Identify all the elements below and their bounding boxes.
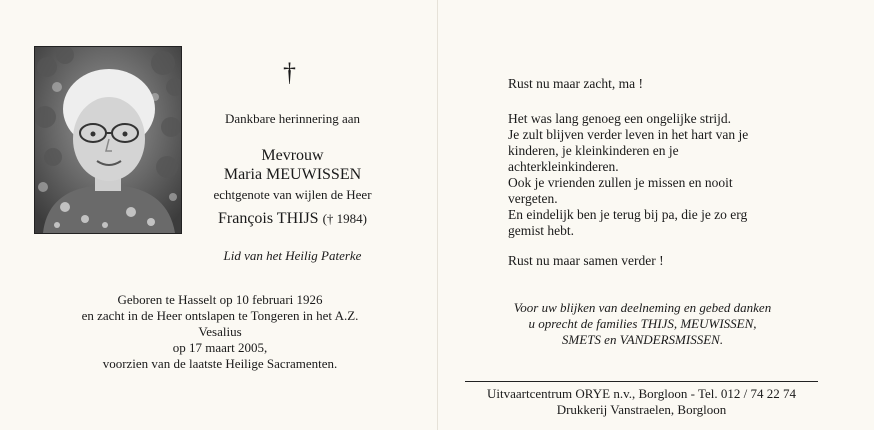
cross-symbol: † bbox=[283, 58, 296, 87]
poem-line: En eindelijk ben je terug bij pa, die je zo erg bbox=[508, 207, 748, 222]
thanks-line: u oprecht de families THIJS, MEUWISSEN, bbox=[528, 316, 757, 331]
bio-line: voorzien van de laatste Heilige Sacramenten. bbox=[102, 356, 338, 371]
portrait-illustration bbox=[35, 47, 181, 233]
spouse-relation: echtgenote van wijlen de Heer bbox=[213, 187, 372, 202]
footer-divider bbox=[465, 381, 818, 382]
poem-line: achterkleinkinderen. bbox=[508, 159, 619, 174]
thanks-line: Voor uw blijken van deelneming en gebed danken bbox=[513, 300, 772, 315]
poem-line: vergeten. bbox=[508, 191, 558, 206]
poem-line: Je zult blijven verder leven in het hart van je bbox=[508, 127, 749, 142]
portrait-photo bbox=[34, 46, 182, 234]
spouse-line bbox=[180, 210, 405, 228]
spouse-name: François THIJS bbox=[217, 210, 319, 227]
poem-line: kinderen, je kleinkinderen en je bbox=[508, 143, 679, 158]
card-fold bbox=[437, 0, 438, 430]
bio-line: Geboren te Hasselt op 10 februari 1926 bbox=[117, 292, 323, 307]
poem-line: gemist hebt. bbox=[508, 223, 574, 238]
poem-opening: Rust nu maar zacht, ma ! bbox=[508, 76, 643, 91]
membership-note: Lid van het Heilig Paterke bbox=[223, 248, 362, 263]
remembrance-heading: Dankbare herinnering aan bbox=[225, 111, 360, 126]
thanks-line: SMETS en VANDERSMISSEN. bbox=[561, 332, 724, 347]
spouse-death-year: († 1984) bbox=[322, 211, 367, 226]
bio-line: en zacht in de Heer ontslapen te Tongeren in het A.Z. bbox=[81, 308, 359, 323]
bio-line: Vesalius bbox=[198, 324, 242, 339]
funeral-home-line: Uitvaartcentrum ORYE n.v., Borgloon - Tel. 012 / 74 22 74 bbox=[486, 386, 796, 401]
poem-line: Het was lang genoeg een ongelijke strijd. bbox=[508, 111, 732, 126]
poem-line: Ook je vrienden zullen je missen en nooit bbox=[508, 175, 733, 190]
bio-line: op 17 maart 2005, bbox=[172, 340, 268, 355]
deceased-name: Maria MEUWISSEN bbox=[223, 166, 362, 183]
title-mevrouw: Mevrouw bbox=[261, 147, 324, 164]
poem-closing: Rust nu maar samen verder ! bbox=[508, 253, 664, 268]
printer-line: Drukkerij Vanstraelen, Borgloon bbox=[556, 402, 727, 417]
